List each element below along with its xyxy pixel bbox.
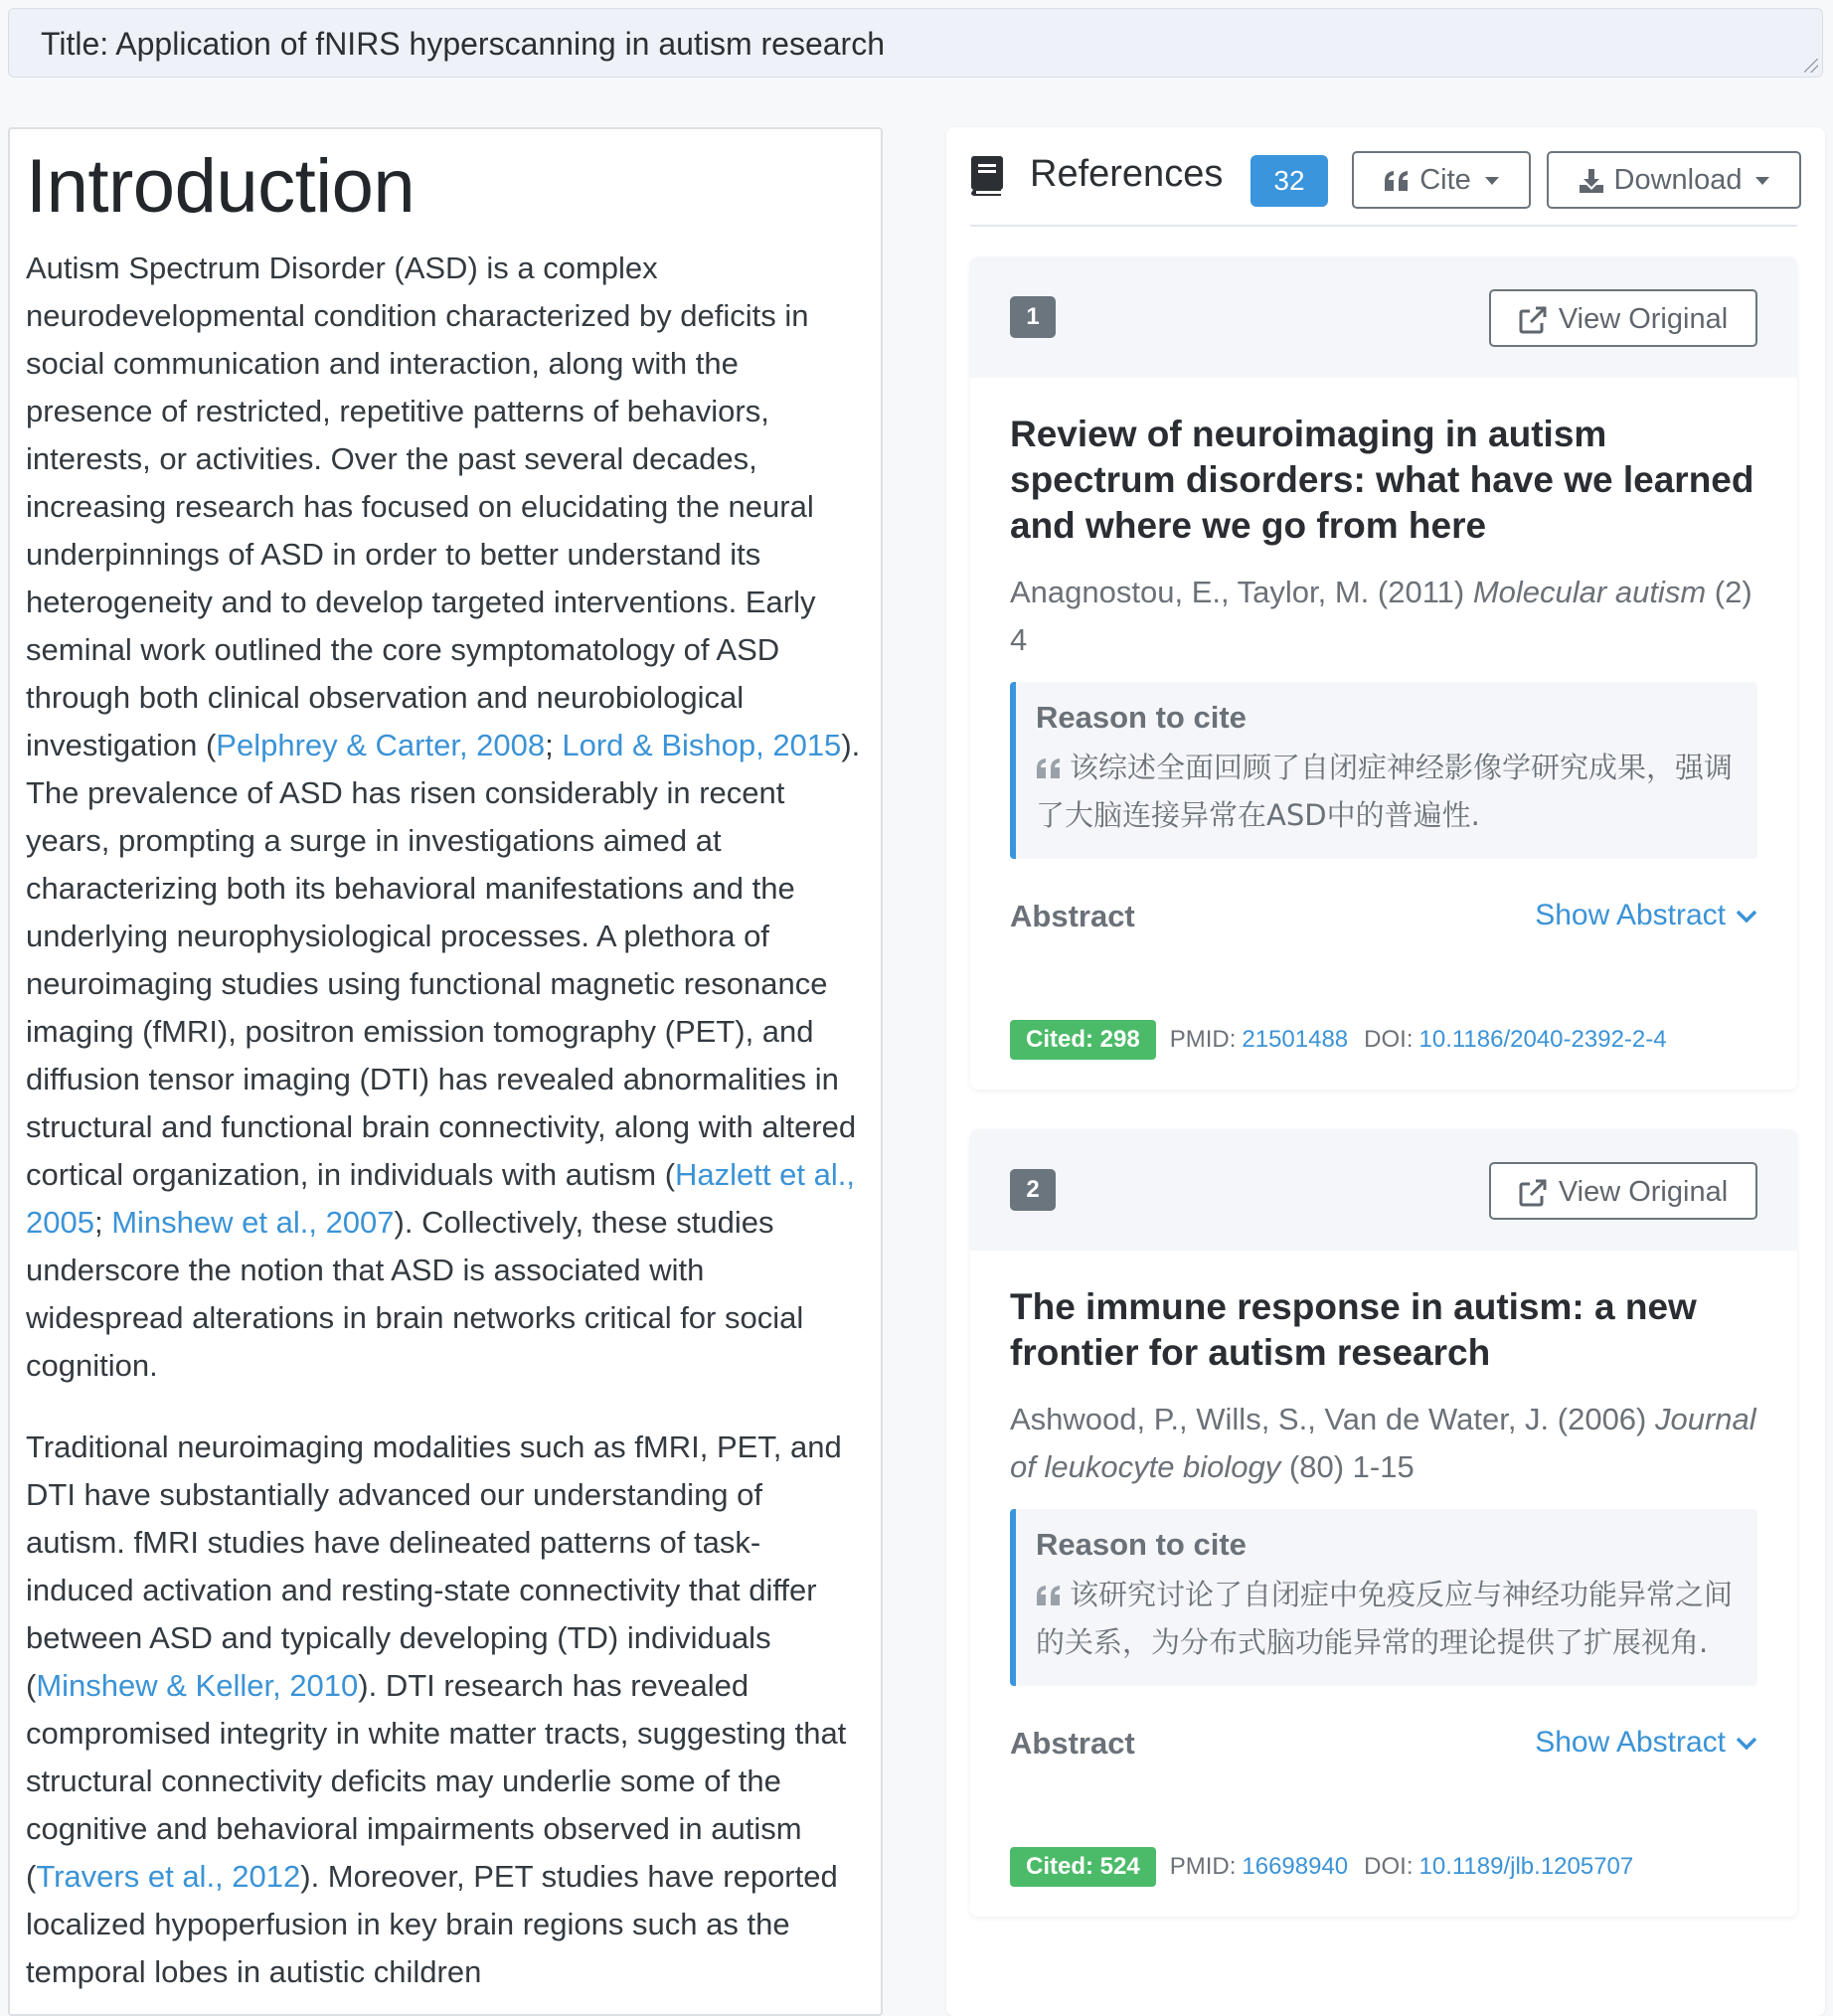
citation-link[interactable]: Travers et al., 2012	[36, 1858, 301, 1894]
doi-link[interactable]: 10.1189/jlb.1205707	[1418, 1853, 1634, 1880]
reason-to-cite-box	[1010, 1509, 1757, 1686]
download-icon	[1579, 168, 1604, 194]
view-original-label: View Original	[1558, 303, 1729, 335]
show-abstract-toggle[interactable]	[1535, 899, 1757, 932]
reference-meta	[1010, 1396, 1757, 1491]
external-link-icon	[1519, 1179, 1547, 1207]
reference-card-header	[970, 1129, 1797, 1251]
title-text: Title: Application of fNIRS hyperscanning in autism research	[41, 26, 885, 62]
view-original-button[interactable]	[1489, 289, 1757, 347]
reference-journal: Journal of leukocyte biology	[1010, 1402, 1756, 1484]
reference-title: The immune response in autism: a new frontier for autism research	[1010, 1286, 1697, 1373]
cite-dropdown-button[interactable]	[1352, 151, 1531, 209]
citation-link[interactable]: Minshew & Keller, 2010	[36, 1667, 359, 1703]
abstract-label: Abstract	[1010, 899, 1135, 933]
doi-link[interactable]: 10.1186/2040-2392-2-4	[1418, 1026, 1667, 1053]
quote-icon	[1036, 1585, 1062, 1606]
pmid-link[interactable]: 16698940	[1242, 1853, 1349, 1880]
chevron-down-icon	[1755, 177, 1769, 185]
pmid-link[interactable]: 21501488	[1242, 1026, 1349, 1053]
citation-link[interactable]: Lord & Bishop, 2015	[562, 727, 842, 762]
cite-label: Cite	[1419, 164, 1471, 196]
paragraph-text: ). DTI research has revealed compromised integrity in white matter tracts, suggesting that structural connectivity deficits may underlie some of the cognitive and behavioral impairments observed in autism (	[26, 1667, 847, 1894]
reference-journal: Molecular autism	[1472, 575, 1707, 609]
cited-count-badge: Cited: 524	[1010, 1847, 1156, 1887]
article-paragraph-1	[26, 245, 865, 1390]
reason-text-block	[1036, 1571, 1734, 1666]
reason-text: 该研究讨论了自闭症中免疫反应与神经功能异常之间的关系，为分布式脑功能异常的理论提供了扩展视角.	[1036, 1578, 1734, 1659]
show-abstract-toggle[interactable]	[1535, 1726, 1757, 1760]
paragraph-text: Traditional neuroimaging modalities such as fMRI, PET, and DTI have substantially advanced our understanding of autism. fMRI studies have delineated patterns of task-induced activation and resting-state connectivity that differ between ASD and typically developing (TD) individuals (	[26, 1428, 842, 1703]
title-input[interactable]	[8, 8, 1823, 78]
paragraph-text: ). The prevalence of ASD has risen considerably in recent years, prompting a surge in investigations aimed at characterizing both its behavioral manifestations and the underlying neurophysiological processes. A plethora of neuroimaging studies using functional magnetic resonance imaging (fMRI), positron emission tomography (PET), and diffusion tensor imaging (DTI) has revealed abnormalities in structural and functional brain connectivity, along with altered cortical organization, in individuals with autism (	[26, 727, 861, 1192]
book-icon	[970, 155, 1004, 197]
abstract-row	[1010, 1726, 1757, 1765]
reference-card	[970, 1129, 1797, 1917]
paragraph-text: ). Collectively, these studies underscore the notion that ASD is associated with widespread alterations in brain networks critical for social cognition.	[26, 1204, 804, 1383]
show-abstract-label: Show Abstract	[1535, 899, 1726, 931]
external-link-icon	[1519, 306, 1547, 334]
reason-to-cite-box	[1010, 682, 1757, 859]
download-label: Download	[1613, 164, 1743, 196]
paragraph-text: ;	[93, 1204, 112, 1240]
doi-label: DOI:	[1364, 1853, 1414, 1880]
reason-text-block	[1036, 744, 1734, 839]
pmid-label: PMID:	[1169, 1853, 1237, 1880]
reference-footer	[1010, 1847, 1757, 1887]
abstract-label: Abstract	[1010, 1726, 1135, 1761]
reference-meta	[1010, 569, 1757, 664]
reference-card-body	[970, 1251, 1797, 1917]
reference-authors: Anagnostou, E., Taylor, M. (2011)	[1010, 575, 1473, 609]
article-panel	[8, 127, 883, 2016]
download-dropdown-button[interactable]	[1547, 151, 1801, 209]
citation-link[interactable]: Pelphrey & Carter, 2008	[216, 727, 546, 762]
reference-authors: Ashwood, P., Wills, S., Van de Water, J. (2006)	[1010, 1402, 1655, 1436]
paragraph-text: Autism Spectrum Disorder (ASD) is a complex neurodevelopmental condition characterized by deficits in social communication and interaction, along with the presence of restricted, repetitive patterns of behaviors, interests, or activities. Over the past several decades, increasing research has focused on elucidating the neural underpinnings of ASD in order to better understand its heterogeneity and to develop targeted interventions. Early seminal work outlined the core symptomatology of ASD through both clinical observation and neurobiological investigation (	[26, 250, 816, 762]
chevron-down-icon	[1736, 1737, 1757, 1751]
references-panel	[946, 127, 1825, 2016]
reference-title: Review of neuroimaging in autism spectrum disorders: what have we learned and where we go from here	[1010, 414, 1754, 546]
resize-grip-icon[interactable]	[1804, 59, 1818, 73]
show-abstract-label: Show Abstract	[1535, 1726, 1726, 1759]
reference-count-badge: 32	[1250, 155, 1328, 207]
reference-number-badge: 1	[1010, 296, 1056, 338]
pmid-label: PMID:	[1169, 1026, 1237, 1053]
quote-icon	[1036, 757, 1062, 779]
references-header	[970, 127, 1797, 227]
reference-card	[970, 256, 1797, 1090]
references-title: References	[1030, 153, 1224, 195]
quote-icon	[1384, 170, 1410, 192]
chevron-down-icon	[1736, 910, 1757, 924]
abstract-row	[1010, 899, 1757, 938]
reference-volume: (80) 1-15	[1280, 1449, 1415, 1484]
reference-card-header	[970, 256, 1797, 378]
reason-label: Reason to cite	[1036, 1527, 1247, 1562]
chevron-down-icon	[1485, 177, 1499, 185]
view-original-button[interactable]	[1489, 1162, 1757, 1220]
reference-footer	[1010, 1020, 1757, 1060]
reference-volume: (2) 4	[1010, 575, 1752, 657]
citation-link[interactable]: Hazlett et al., 2005	[26, 1156, 855, 1240]
section-heading: Introduction	[26, 144, 416, 229]
paragraph-text: ;	[545, 727, 563, 762]
reference-number-badge: 2	[1010, 1169, 1056, 1211]
paragraph-text: ). Moreover, PET studies have reported localized hypoperfusion in key brain regions such as the temporal lobes in autistic children	[26, 1858, 838, 1989]
reason-label: Reason to cite	[1036, 700, 1247, 735]
article-paragraph-2	[26, 1424, 865, 1996]
cited-count-badge: Cited: 298	[1010, 1020, 1156, 1060]
view-original-label: View Original	[1558, 1176, 1729, 1208]
reason-text: 该综述全面回顾了自闭症神经影像学研究成果，强调了大脑连接异常在ASD中的普遍性.	[1036, 751, 1734, 832]
doi-label: DOI:	[1364, 1026, 1414, 1053]
citation-link[interactable]: Minshew et al., 2007	[111, 1204, 395, 1240]
reference-card-body	[970, 378, 1797, 1090]
